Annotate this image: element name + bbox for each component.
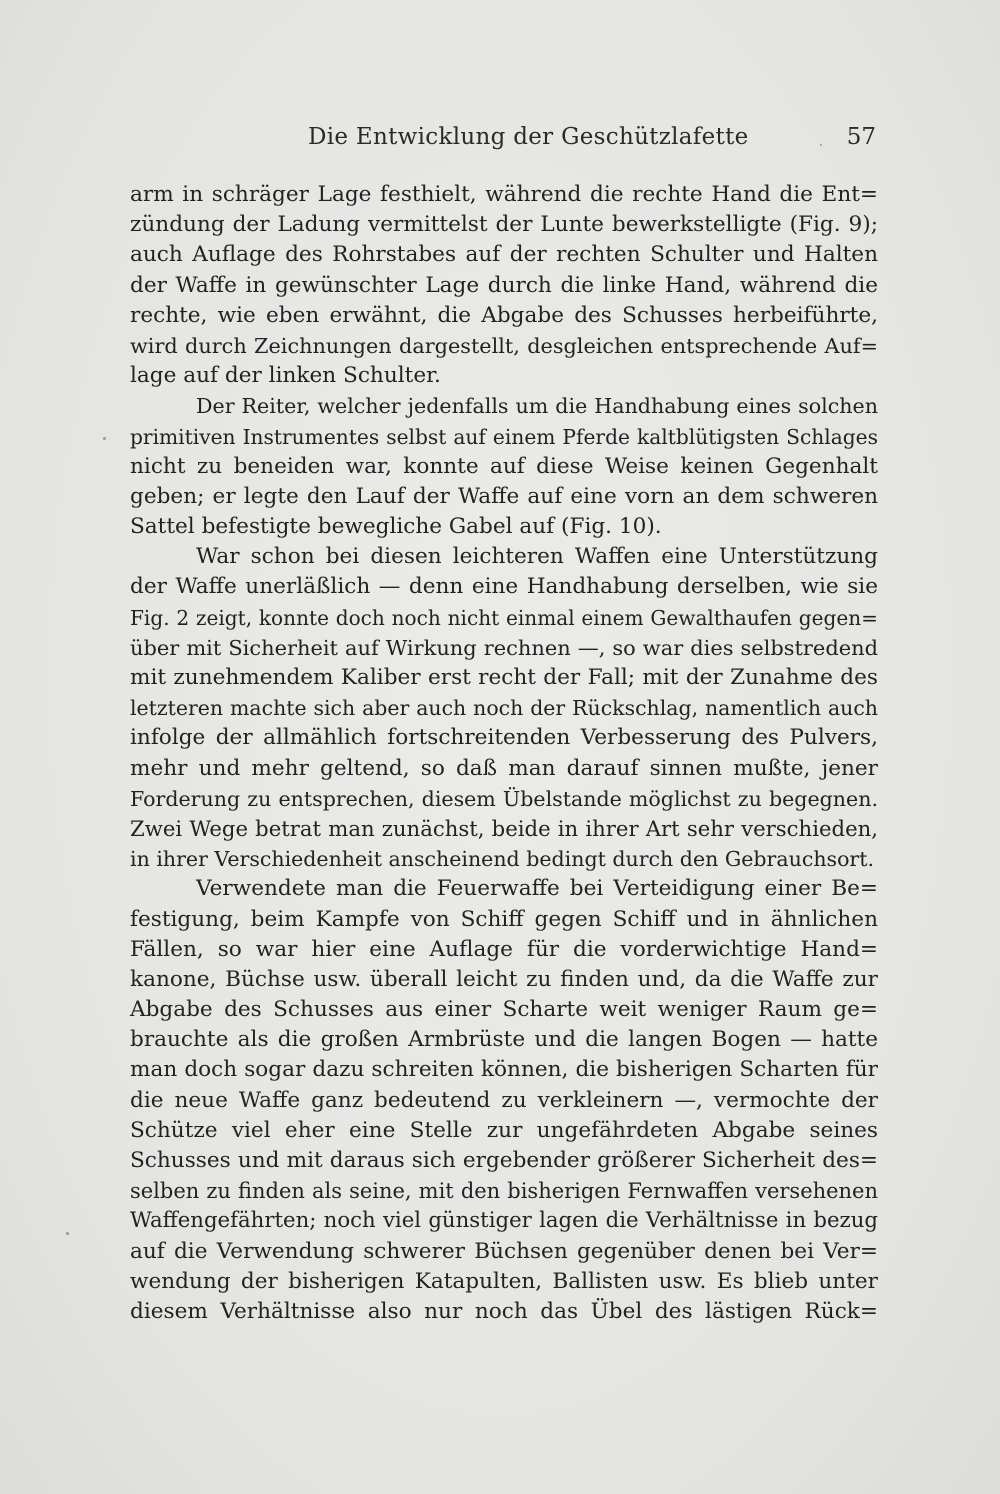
paper-speck	[66, 1232, 69, 1235]
body-text	[130, 180, 878, 1327]
text-line: brauchte als die großen Armbrüste und die langen Bogen — hatte	[130, 1027, 878, 1053]
text-line: festigung, beim Kampfe von Schiff gegen Schiff und in ähnlichen	[130, 906, 878, 932]
text-line: die neue Waffe ganz bedeutend zu verkleinern —, vermochte der	[130, 1087, 878, 1113]
running-title: Die Entwicklung der Geschützlafette	[308, 124, 749, 150]
text-line: selben zu finden als seine, mit den bisherigen Fernwaffen versehenen	[130, 1179, 878, 1204]
text-line: mehr und mehr geltend, so daß man darauf sinnen mußte, jener	[130, 755, 878, 781]
text-line: Abgabe des Schusses aus einer Scharte weit weniger Raum ge=	[130, 997, 878, 1023]
text-line: Fig. 2 zeigt, konnte doch noch nicht einmal einem Gewalthaufen gegen=	[130, 605, 878, 630]
text-line: infolge der allmählich fortschreitenden Verbesserung des Pulvers,	[130, 725, 878, 751]
text-line: letzteren machte sich aber auch noch der Rückschlag, namentlich auch	[130, 696, 878, 721]
page-header	[130, 124, 878, 158]
text-line: in ihrer Verschiedenheit anscheinend bedingt durch den Gebrauchsort.	[130, 847, 875, 872]
text-line: der Waffe unerläßlich — denn eine Handhabung derselben, wie sie	[130, 574, 878, 600]
paragraph-3	[130, 542, 878, 874]
text-line: Verwendete man die Feuerwaffe bei Verteidigung einer Be=	[196, 876, 878, 902]
text-line: der Waffe in gewünschter Lage durch die linke Hand, während die	[130, 272, 878, 298]
text-line: Waffengefährten; noch viel günstiger lagen die Verhältnisse in bezug	[130, 1208, 878, 1234]
text-line: diesem Verhältnisse also nur noch das Übel des lästigen Rück=	[130, 1298, 878, 1324]
text-line: über mit Sicherheit auf Wirkung rechnen —, so war dies selbstredend	[130, 635, 878, 660]
paragraph-2	[130, 391, 878, 542]
text-line: Schusses und mit daraus sich ergebender größerer Sicherheit des=	[130, 1148, 878, 1173]
text-line: Schütze viel eher eine Stelle zur ungefährdeten Abgabe seines	[130, 1117, 878, 1143]
text-line: zündung der Ladung vermittelst der Lunte bewerkstelligte (Fig. 9);	[130, 212, 878, 238]
text-line: rechte, wie eben erwähnt, die Abgabe des Schusses herbeiführte,	[130, 302, 878, 328]
text-line: arm in schräger Lage festhielt, während die rechte Hand die Ent=	[130, 182, 878, 207]
text-line: auf die Verwendung schwerer Büchsen gegenüber denen bei Ver=	[130, 1238, 878, 1264]
text-line: geben; er legte den Lauf der Waffe auf eine vorn an dem schweren	[130, 483, 878, 509]
text-line: Der Reiter, welcher jedenfalls um die Handhabung eines solchen	[196, 394, 878, 419]
text-line: Sattel befestigte bewegliche Gabel auf (Fig. 10).	[130, 514, 662, 540]
text-line: War schon bei diesen leichteren Waffen eine Unterstützung	[196, 544, 878, 570]
text-line: wendung der bisherigen Katapulten, Ballisten usw. Es blieb unter	[130, 1268, 878, 1294]
paragraph-1	[130, 180, 878, 391]
text-line: Forderung zu entsprechen, diesem Übelstande möglichst zu begegnen.	[130, 786, 878, 811]
text-line: Zwei Wege betrat man zunächst, beide in ihrer Art sehr verschieden,	[130, 815, 878, 841]
paper-speck	[103, 437, 106, 440]
paper-speck	[820, 144, 822, 146]
text-line: Fällen, so war hier eine Auflage für die vorderwichtige Hand=	[130, 936, 878, 962]
text-line: lage auf der linken Schulter.	[130, 363, 441, 389]
text-line: mit zunehmendem Kaliber erst recht der Fall; mit der Zunahme des	[130, 665, 878, 690]
page-number: 57	[846, 124, 876, 150]
text-line: primitiven Instrumentes selbst auf einem Pferde kaltblütigsten Schlages	[130, 424, 878, 449]
text-line: auch Auflage des Rohrstabes auf der rechten Schulter und Halten	[130, 242, 878, 268]
text-line: wird durch Zeichnungen dargestellt, desgleichen entsprechende Auf=	[130, 333, 878, 358]
text-line: kanone, Büchse usw. überall leicht zu finden und, da die Waffe zur	[130, 966, 878, 992]
text-line: man doch sogar dazu schreiten können, die bisherigen Scharten für	[130, 1057, 878, 1083]
text-line: nicht zu beneiden war, konnte auf diese Weise keinen Gegenhalt	[130, 453, 878, 479]
paragraph-4	[130, 874, 878, 1327]
